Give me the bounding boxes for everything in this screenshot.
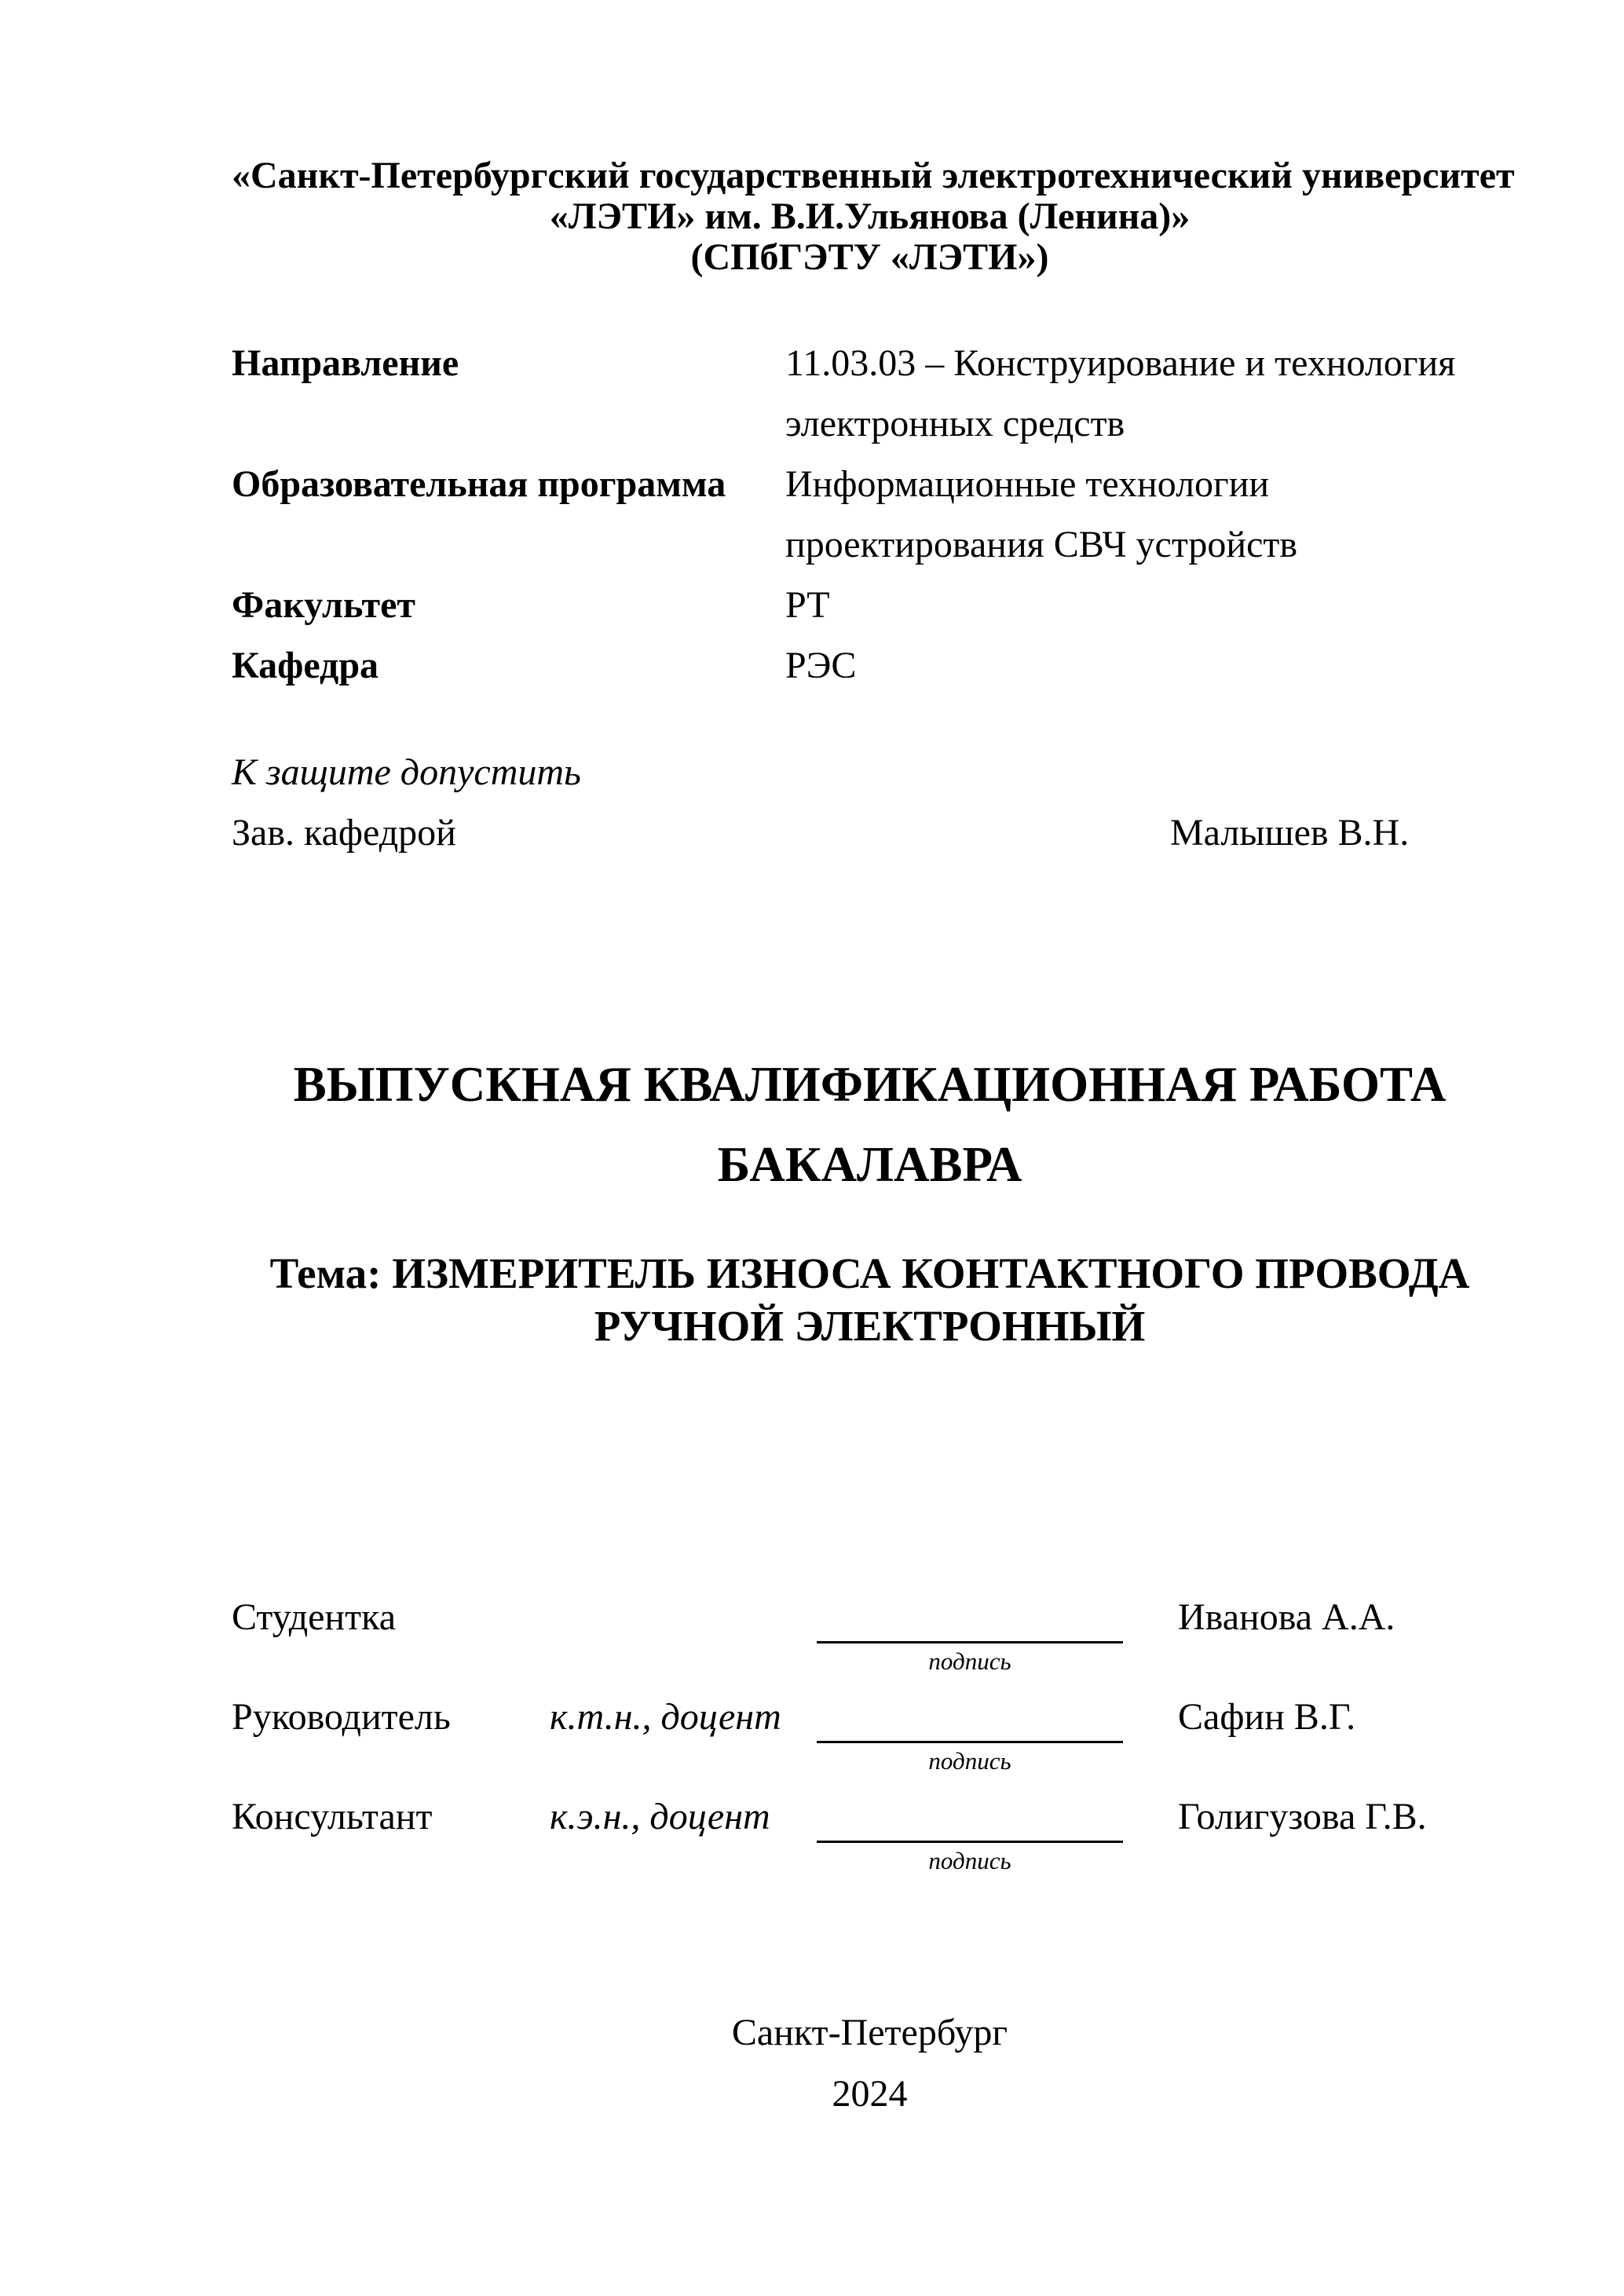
signature-name: Иванова А.А. (1178, 1596, 1395, 1638)
footer-city: Санкт-Петербург (731, 2012, 1008, 2053)
field-value-line: РТ (785, 584, 830, 626)
signature-role: Студентка (232, 1596, 396, 1638)
work-topic-line-1: Тема: ИЗМЕРИТЕЛЬ ИЗНОСА КОНТАКТНОГО ПРОВОДА (269, 1249, 1470, 1297)
university-name-line-1: «Санкт-Петербургский государственный электротехнический университет (232, 155, 1515, 196)
field-label-program: Образовательная программа (232, 463, 726, 505)
signature-role: Руководитель (232, 1696, 451, 1738)
field-value-direction (785, 333, 1508, 454)
university-header (232, 155, 1515, 278)
field-value-line: электронных средств (785, 403, 1125, 444)
admission-note: К защите допустить (232, 751, 581, 793)
work-topic-line-2: РУЧНОЙ ЭЛЕКТРОННЫЙ (594, 1302, 1146, 1350)
signature-caption: подпись (928, 1847, 1011, 1874)
signature-line (817, 1594, 1123, 1643)
signature-line-cell (817, 1694, 1123, 1775)
field-value-department (785, 635, 1508, 696)
signature-line-cell (817, 1594, 1123, 1675)
field-label-department: Кафедра (232, 645, 379, 686)
footer-year: 2024 (832, 2073, 908, 2115)
admission-block (232, 742, 1508, 863)
field-value-line: 11.03.03 – Конструирование и технология (785, 342, 1456, 384)
signature-line (817, 1694, 1123, 1743)
field-value-faculty (785, 575, 1508, 635)
field-value-program (785, 454, 1508, 575)
admission-role: Зав. кафедрой (232, 812, 456, 854)
signature-line (817, 1793, 1123, 1843)
work-topic (232, 1247, 1508, 1352)
signature-caption: подпись (928, 1647, 1011, 1675)
work-title-line-1: ВЫПУСКНАЯ КВАЛИФИКАЦИОННАЯ РАБОТА (293, 1057, 1447, 1112)
signature-name: Голигузова Г.В. (1178, 1796, 1427, 1837)
signatures-block (232, 1594, 1508, 1893)
field-label-direction: Направление (232, 342, 459, 384)
signature-row-consultant (232, 1793, 1508, 1893)
signature-degree: к.э.н., доцент (550, 1796, 770, 1837)
work-title-line-2: БАКАЛАВРА (717, 1137, 1022, 1192)
field-row-direction (232, 333, 1508, 454)
field-value-line: проектирования СВЧ устройств (785, 524, 1298, 565)
field-value-line: РЭС (785, 645, 857, 686)
signature-role: Консультант (232, 1796, 433, 1837)
university-name-line-2: «ЛЭТИ» им. В.И.Ульянова (Ленина)» (549, 196, 1191, 237)
signature-caption: подпись (928, 1747, 1011, 1775)
footer-block (232, 2002, 1508, 2125)
work-title (232, 1044, 1508, 1205)
signature-row-student (232, 1594, 1508, 1694)
signature-name: Сафин В.Г. (1178, 1696, 1356, 1738)
admission-row (232, 803, 1508, 863)
program-fields (232, 333, 1508, 696)
signature-line-cell (817, 1793, 1123, 1874)
field-row-faculty (232, 575, 1508, 635)
page-content (232, 0, 1515, 2296)
field-row-department (232, 635, 1508, 696)
field-label-faculty: Факультет (232, 584, 415, 626)
admission-head-name: Малышев В.Н. (1170, 812, 1410, 854)
field-value-line: Информационные технологии (785, 463, 1270, 505)
field-row-program (232, 454, 1508, 575)
signature-degree: к.т.н., доцент (550, 1696, 781, 1738)
university-abbreviation: (СПбГЭТУ «ЛЭТИ») (690, 236, 1049, 278)
signature-row-supervisor (232, 1694, 1508, 1793)
